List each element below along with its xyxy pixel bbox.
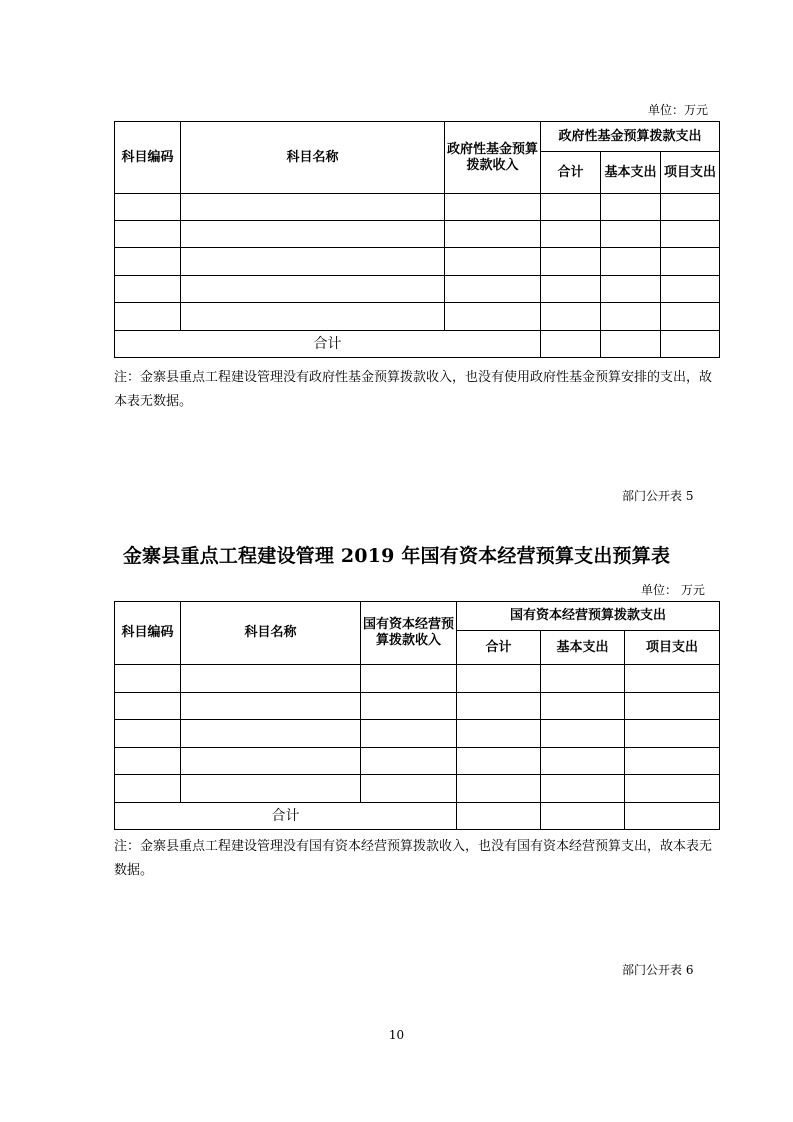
page-title: 金寨县重点工程建设管理 2019 年国有资本经营预算支出预算表 <box>122 545 671 567</box>
total-row <box>115 803 720 830</box>
header-basic: 基本支出 <box>601 152 661 194</box>
budget-table-6 <box>114 601 720 830</box>
unit-label-6: 单位： 万元 <box>641 583 705 597</box>
table-tag-5: 部门公开表 5 <box>622 489 694 503</box>
page-number: 10 <box>388 1028 405 1042</box>
table-row <box>115 665 720 693</box>
header-basic: 基本支出 <box>541 631 625 665</box>
header-income: 政府性基金预算拨款收入 <box>445 122 541 194</box>
header-name: 科目名称 <box>181 122 445 194</box>
table-row <box>115 221 720 248</box>
header-code: 科目编码 <box>115 602 181 665</box>
table-row <box>115 194 720 221</box>
table-note-5: 注：金寨县重点工程建设管理没有政府性基金预算拨款收入，也没有使用政府性基金预算安排的支出，故本表无数据。 <box>114 370 713 409</box>
table-row <box>115 276 720 303</box>
table-row <box>115 693 720 720</box>
header-project: 项目支出 <box>661 152 720 194</box>
header-expense: 国有资本经营预算拨款支出 <box>457 602 720 631</box>
header-total: 合计 <box>541 152 601 194</box>
total-label: 合计 <box>115 803 457 830</box>
header-income: 国有资本经营预算拨款收入 <box>361 602 457 665</box>
table-row <box>115 748 720 775</box>
header-expense: 政府性基金预算拨款支出 <box>541 122 720 152</box>
unit-label-5: 单位：万元 <box>648 103 709 117</box>
budget-table-5 <box>114 121 720 358</box>
table-row <box>115 248 720 276</box>
table-note-6: 注：金寨县重点工程建设管理没有国有资本经营预算拨款收入，也没有国有资本经营预算支出，故本表无数据。 <box>114 839 713 878</box>
header-name: 科目名称 <box>181 602 361 665</box>
header-project: 项目支出 <box>625 631 720 665</box>
table-tag-6: 部门公开表 6 <box>622 963 694 977</box>
header-code: 科目编码 <box>115 122 181 194</box>
total-row <box>115 331 720 358</box>
table-row <box>115 303 720 331</box>
total-label: 合计 <box>115 331 541 358</box>
table-row <box>115 720 720 748</box>
table-row <box>115 775 720 803</box>
header-total: 合计 <box>457 631 541 665</box>
